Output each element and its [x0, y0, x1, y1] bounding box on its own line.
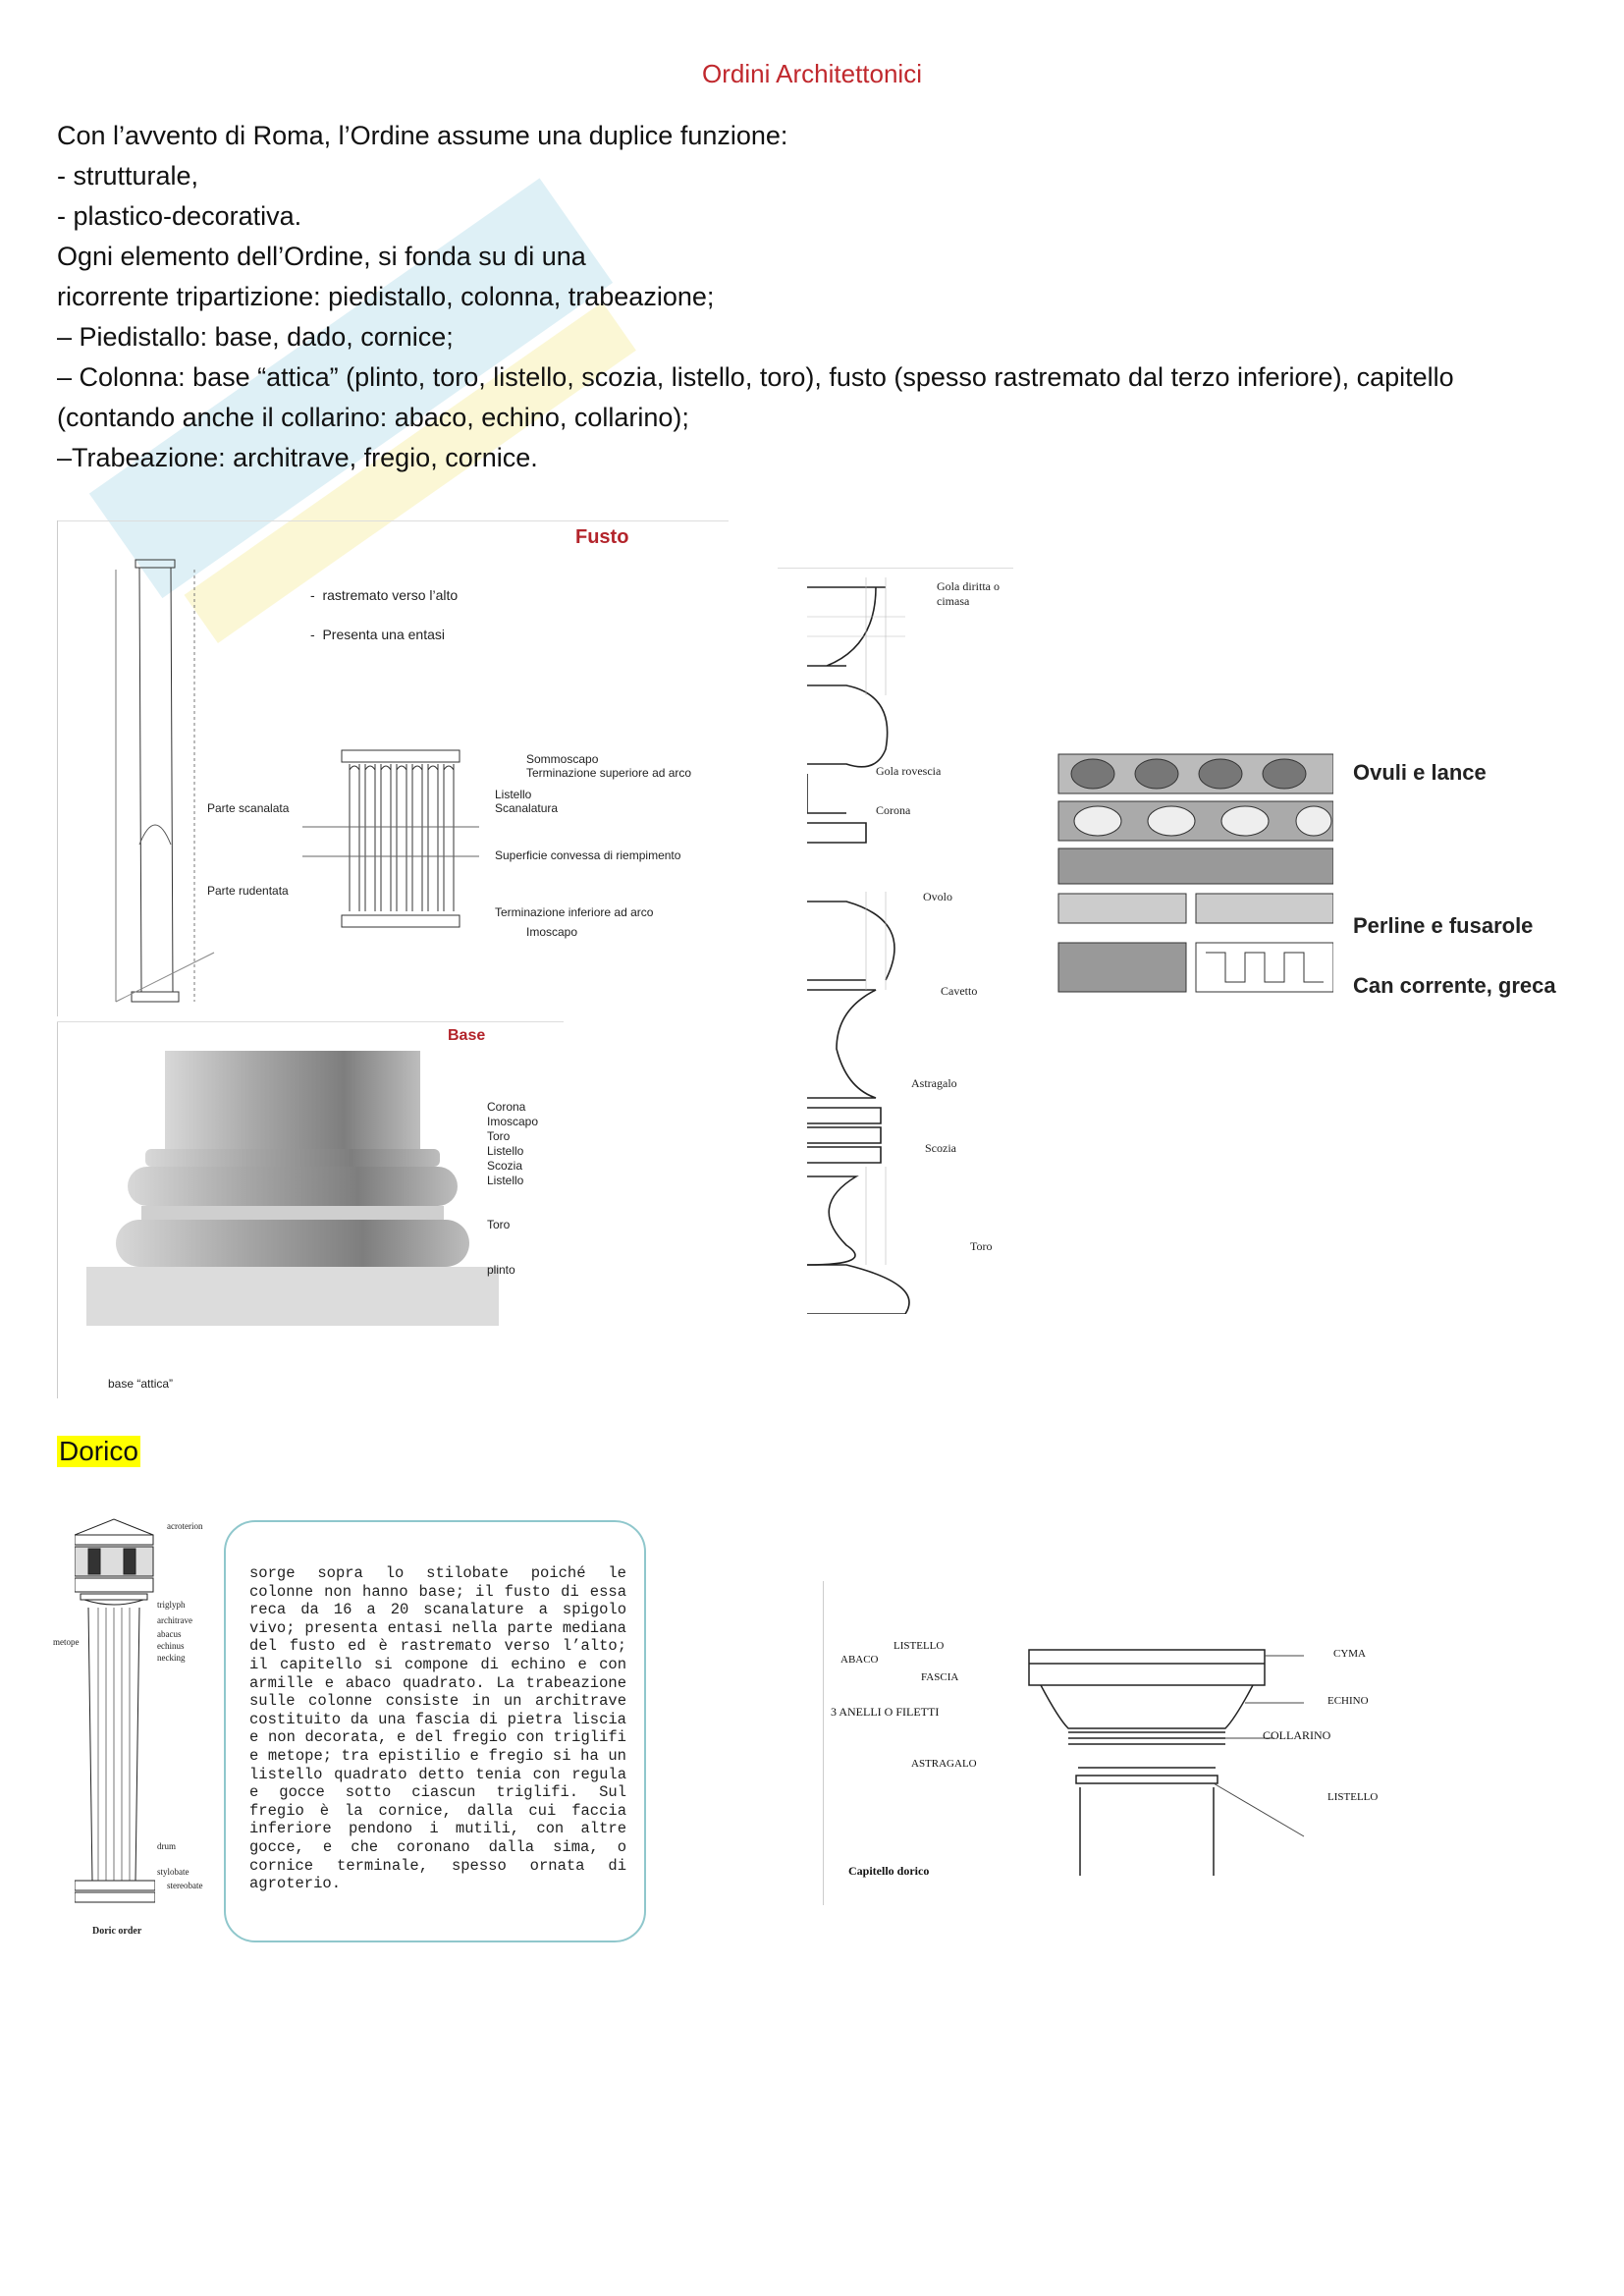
- label-terminazione-inferiore: Terminazione inferiore ad arco: [495, 905, 654, 919]
- ornament-label: Ovuli e lance: [1353, 760, 1487, 785]
- molding-label: Scozia: [925, 1141, 956, 1155]
- capital-label-astragalo: ASTRAGALO: [911, 1758, 977, 1770]
- molding-label: Gola diritta o cimasa: [937, 579, 1000, 608]
- moldings-figure: [778, 568, 1023, 1322]
- label-parte-rudentata: Parte rudentata: [207, 884, 289, 898]
- molding-label: Ovolo: [923, 890, 952, 903]
- attic-base-drawing: [86, 1051, 499, 1326]
- ornament-label: Perline e fusarole: [1353, 913, 1534, 938]
- fusto-bullet: Presenta una entasi: [322, 627, 445, 642]
- doric-label: echinus: [157, 1641, 185, 1651]
- capital-label-echino: ECHINO: [1327, 1695, 1369, 1707]
- column-elevation-drawing: [96, 540, 234, 1011]
- doric-order-drawing: [75, 1517, 155, 1920]
- intro-line: - plastico-decorativa.: [57, 201, 302, 231]
- intro-text: [57, 116, 1589, 478]
- doric-capital-drawing: [1019, 1640, 1314, 1876]
- capital-label-collarino: COLLARINO: [1263, 1728, 1331, 1742]
- fluted-shaft-drawing: [302, 748, 499, 935]
- doric-label: acroterion: [167, 1521, 203, 1531]
- label-superficie-convessa: Superficie convessa di riempimento: [495, 848, 681, 862]
- capital-label-listello-lower: LISTELLO: [1327, 1791, 1379, 1803]
- doric-label: metope: [53, 1637, 80, 1647]
- intro-line: –Trabeazione: architrave, fregio, cornice.: [57, 443, 538, 472]
- fusto-bullet: rastremato verso l’alto: [322, 587, 459, 603]
- base-label: Toro: [487, 1218, 511, 1231]
- doric-label: abacus: [157, 1629, 182, 1639]
- base-heading: Base: [448, 1027, 486, 1044]
- ornaments-figure: [1041, 746, 1610, 1031]
- molding-label: Corona: [876, 803, 911, 817]
- doric-label: triglyph: [157, 1600, 186, 1610]
- label-terminazione-superiore: Terminazione superiore ad arco: [526, 766, 692, 780]
- section-heading-dorico: Dorico: [59, 1436, 138, 1466]
- label-listello: Listello: [495, 788, 532, 801]
- doric-description-text: sorge sopra lo stilobate poiché le colonne non hanno base; il fusto di essa reca da 16 a 20 scanalature a spigolo vivo; presenta entasi nella parte mediana del fusto ed è rastremato verso l’alto; il capitello si compone di echino e con armille e abaco quadrato. La trabeazione sulle colonne consiste in un architrave costituito da una fascia di pietra liscia e non decorata, e del fregio con triglifi e metope; tra epistilio e fregio si ha un listello quadrato detto tenia con regula e gocce sotto ciascun triglifi. Sul fregio è la cornice, dalla cui faccia inferiore pendono i mutili, con altre gocce, e che coronano dalla sima, o cornice terminale, spesso ornata di agroterio.: [249, 1564, 626, 1893]
- ornament-label: Can corrente, greca: [1353, 973, 1556, 998]
- capital-label-abaco: ABACO: [840, 1654, 879, 1666]
- base-label: Corona: [487, 1100, 526, 1114]
- capital-label-anelli: 3 ANELLI O FILETTI: [831, 1705, 940, 1719]
- intro-line: Con l’avvento di Roma, l’Ordine assume una duplice funzione:: [57, 121, 788, 150]
- intro-line: – Piedistallo: base, dado, cornice;: [57, 322, 454, 352]
- base-label: Imoscapo: [487, 1115, 539, 1128]
- page-title: Ordini Architettonici: [702, 59, 922, 88]
- doric-label: drum: [157, 1841, 176, 1851]
- capital-label-listello: LISTELLO: [893, 1640, 945, 1652]
- doric-label: architrave: [157, 1615, 192, 1625]
- label-scanalatura: Scanalatura: [495, 801, 559, 815]
- base-label: Listello: [487, 1174, 524, 1187]
- fusto-heading: Fusto: [575, 526, 629, 548]
- capital-label-cyma: CYMA: [1333, 1648, 1367, 1660]
- doric-label: stylobate: [157, 1867, 189, 1877]
- intro-line: - strutturale,: [57, 161, 199, 191]
- fusto-figure: Fusto - rastremato verso l’alto - Presenta una entasi Parte scanalata Parte rudentata Sommoscapo Terminazione superiore ad arco Listello Scanalatura Superficie convessa di riempimento Terminazione inferiore ad arco Imoscapo: [57, 520, 729, 1016]
- base-label: Toro: [487, 1129, 511, 1143]
- base-label: Scozia: [487, 1159, 523, 1173]
- label-parte-scanalata: Parte scanalata: [207, 801, 290, 815]
- base-label: Listello: [487, 1144, 524, 1158]
- doric-label: stereobate: [167, 1881, 203, 1890]
- label-imoscapo: Imoscapo: [526, 925, 578, 939]
- molding-label: Gola rovescia: [876, 764, 942, 778]
- molding-label: Cavetto: [941, 984, 978, 998]
- capital-caption: Capitello dorico: [848, 1864, 930, 1878]
- base-figure: [57, 1021, 564, 1398]
- ornament-friezes-drawing: [1049, 746, 1333, 1026]
- intro-line: – Colonna: base “attica” (plinto, toro, listello, scozia, listello, toro), fusto (spesso rastremato dal terzo inferiore), capitello: [57, 362, 1454, 392]
- moldings-profile-drawing: [807, 577, 954, 1314]
- intro-line: Ogni elemento dell’Ordine, si fonda su di una: [57, 242, 586, 271]
- molding-label: Astragalo: [911, 1076, 957, 1090]
- intro-line: (contando anche il collarino: abaco, echino, collarino);: [57, 403, 689, 432]
- base-label: plinto: [487, 1263, 515, 1277]
- doric-label: necking: [157, 1653, 186, 1663]
- capital-label-fascia: FASCIA: [921, 1671, 959, 1683]
- molding-label: Toro: [970, 1239, 993, 1253]
- doric-order-figure: [53, 1517, 232, 1940]
- base-caption: base “attica”: [108, 1377, 174, 1391]
- doric-capital-figure: [823, 1581, 1392, 1905]
- intro-line: ricorrente tripartizione: piedistallo, colonna, trabeazione;: [57, 282, 715, 311]
- label-sommoscapo: Sommoscapo: [526, 752, 599, 766]
- doric-order-caption: Doric order: [92, 1926, 142, 1937]
